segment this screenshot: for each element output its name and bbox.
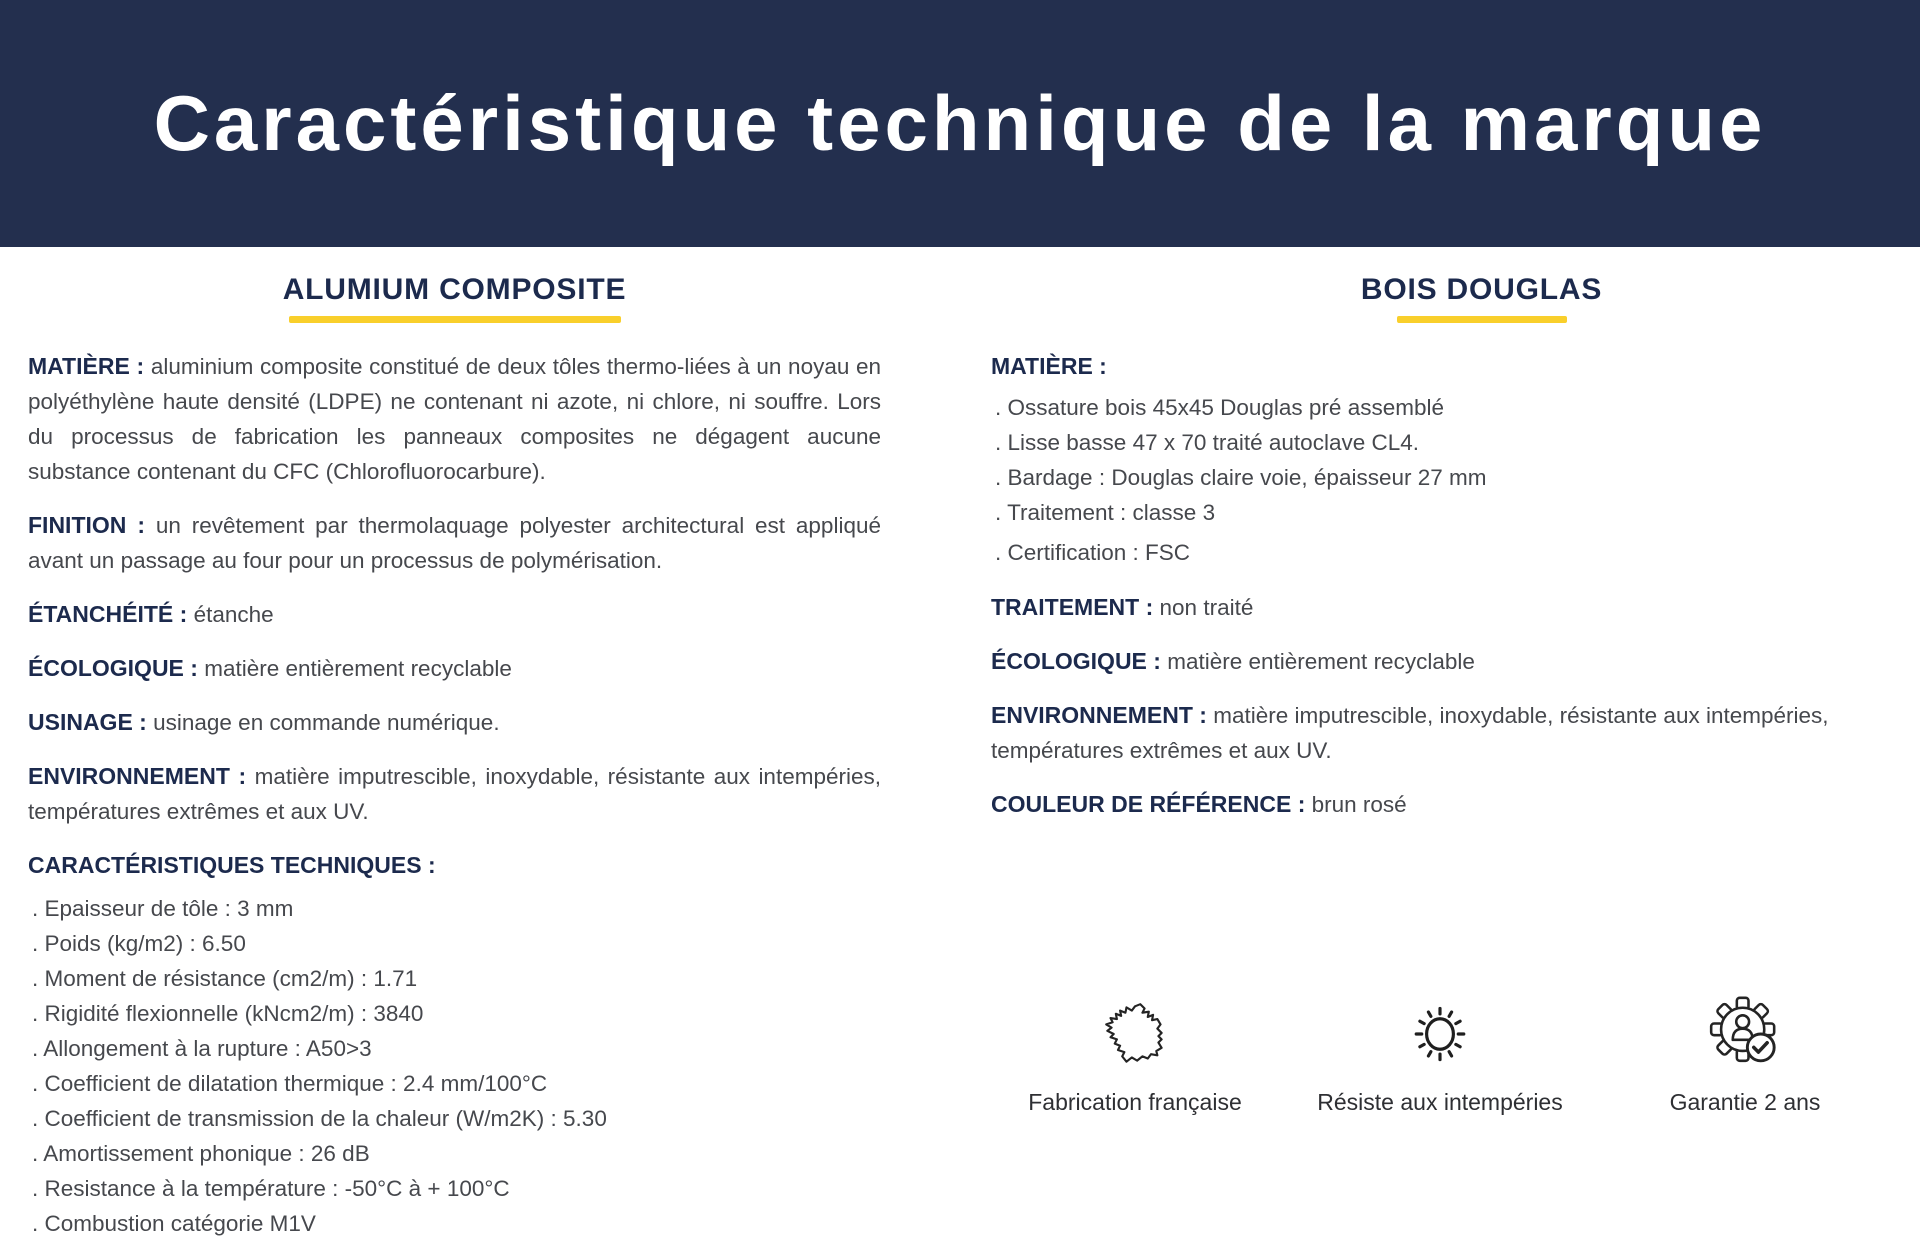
section-environnement bbox=[28, 759, 881, 829]
list-item: . Rigidité flexionnelle (kNcm2/m) : 3840 bbox=[32, 1001, 424, 1026]
section-label: TRAITEMENT : bbox=[991, 594, 1154, 620]
section-label: COULEUR DE RÉFÉRENCE : bbox=[991, 791, 1306, 817]
warranty-gear-icon bbox=[1703, 987, 1787, 1081]
section-text: matière entièrement recyclable bbox=[204, 656, 512, 681]
section-label: FINITION : bbox=[28, 512, 146, 538]
section-matiere bbox=[991, 349, 1876, 384]
section-label: ÉCOLOGIQUE : bbox=[991, 648, 1161, 674]
france-map-icon bbox=[1102, 987, 1168, 1081]
list-item: . Bardage : Douglas claire voie, épaisseur 27 mm bbox=[995, 465, 1487, 490]
section-label: ENVIRONNEMENT : bbox=[991, 702, 1207, 728]
section-label: ENVIRONNEMENT : bbox=[28, 763, 247, 789]
badge-fabrication-francaise bbox=[1025, 987, 1245, 1116]
section-label: USINAGE : bbox=[28, 709, 147, 735]
badge-label: Garantie 2 ans bbox=[1669, 1089, 1821, 1115]
list-item: . Traitement : classe 3 bbox=[995, 500, 1216, 525]
list-item: . Moment de résistance (cm2/m) : 1.71 bbox=[32, 966, 418, 991]
list-item: . Certification : FSC bbox=[995, 540, 1191, 565]
section-text: non traité bbox=[1159, 595, 1254, 620]
section-text: matière entièrement recyclable bbox=[1167, 649, 1475, 674]
list-item: . Coefficient de dilatation thermique : 2.4 mm/100°C bbox=[32, 1071, 548, 1096]
column-bois-douglas bbox=[991, 273, 1876, 1248]
list-item: . Coefficient de transmission de la chaleur (W/m2K) : 5.30 bbox=[32, 1106, 607, 1131]
section-text: étanche bbox=[193, 602, 274, 627]
section-label: ÉCOLOGIQUE : bbox=[28, 655, 198, 681]
section-label: ÉTANCHÉITÉ : bbox=[28, 601, 188, 627]
section-matiere bbox=[28, 349, 881, 489]
section-text: matière imputrescible, inoxydable, résistante aux intempéries, températures extrêmes et aux UV. bbox=[28, 764, 881, 824]
section-usinage bbox=[28, 705, 881, 740]
section-caracteristiques-techniques bbox=[28, 848, 881, 883]
column-aluminium-composite bbox=[28, 273, 881, 1248]
column-heading: ALUMIUM COMPOSITE bbox=[282, 273, 627, 306]
section-ecologique bbox=[991, 644, 1876, 679]
section-ecologique bbox=[28, 651, 881, 686]
yellow-underline bbox=[289, 316, 621, 323]
list-item: . Lisse basse 47 x 70 traité autoclave CL4. bbox=[995, 430, 1419, 455]
heading-bois-douglas bbox=[1039, 273, 1920, 323]
page-header bbox=[0, 0, 1920, 247]
section-text: matière imputrescible, inoxydable, résistante aux intempéries, températures extrêmes et aux UV. bbox=[991, 703, 1829, 763]
matiere-list bbox=[991, 390, 1876, 570]
badge-label: Résiste aux intempéries bbox=[1317, 1089, 1563, 1115]
section-text: brun rosé bbox=[1311, 792, 1407, 817]
list-item: . Ossature bois 45x45 Douglas pré assemblé bbox=[995, 395, 1444, 420]
tech-spec-list bbox=[28, 891, 881, 1241]
page-title: Caractéristique technique de la marque bbox=[153, 79, 1767, 167]
section-label: MATIÈRE : bbox=[991, 353, 1107, 379]
yellow-underline bbox=[1397, 316, 1567, 323]
badge-garantie-2-ans bbox=[1635, 987, 1855, 1116]
section-label: MATIÈRE : bbox=[28, 353, 145, 379]
section-couleur-reference bbox=[991, 787, 1876, 822]
section-text: un revêtement par thermolaquage polyester architectural est appliqué avant un passage au four pour un processus de polymérisation. bbox=[28, 513, 881, 573]
list-item: . Combustion catégorie M1V bbox=[32, 1211, 316, 1236]
badge-resiste-intemperies bbox=[1317, 987, 1563, 1116]
section-finition bbox=[28, 508, 881, 578]
list-item: . Epaisseur de tôle : 3 mm bbox=[32, 896, 294, 921]
badge-label: Fabrication française bbox=[1028, 1089, 1242, 1115]
list-item: . Allongement à la rupture : A50>3 bbox=[32, 1036, 372, 1061]
heading-aluminium-composite bbox=[28, 273, 881, 323]
main-content bbox=[0, 247, 1920, 1248]
section-label: CARACTÉRISTIQUES TECHNIQUES : bbox=[28, 852, 436, 878]
section-text: usinage en commande numérique. bbox=[153, 710, 500, 735]
column-heading: BOIS DOUGLAS bbox=[1360, 273, 1603, 306]
list-item: . Resistance à la température : -50°C à + 100°C bbox=[32, 1176, 510, 1201]
section-traitement bbox=[991, 590, 1876, 625]
section-etancheite bbox=[28, 597, 881, 632]
list-item: . Amortissement phonique : 26 dB bbox=[32, 1141, 370, 1166]
section-environnement bbox=[991, 698, 1876, 768]
feature-badges bbox=[991, 987, 1876, 1116]
sun-icon bbox=[1401, 987, 1479, 1081]
section-text: aluminium composite constitué de deux tôles thermo-liées à un noyau en polyéthylène haute densité (LDPE) ne contenant ni azote, ni chlore, ni souffre. Lors du processus de fabrication les panneaux composites ne dégagent aucune substance contenant du CFC (Chlorofluorocarbure). bbox=[28, 354, 881, 484]
list-item: . Poids (kg/m2) : 6.50 bbox=[32, 931, 246, 956]
